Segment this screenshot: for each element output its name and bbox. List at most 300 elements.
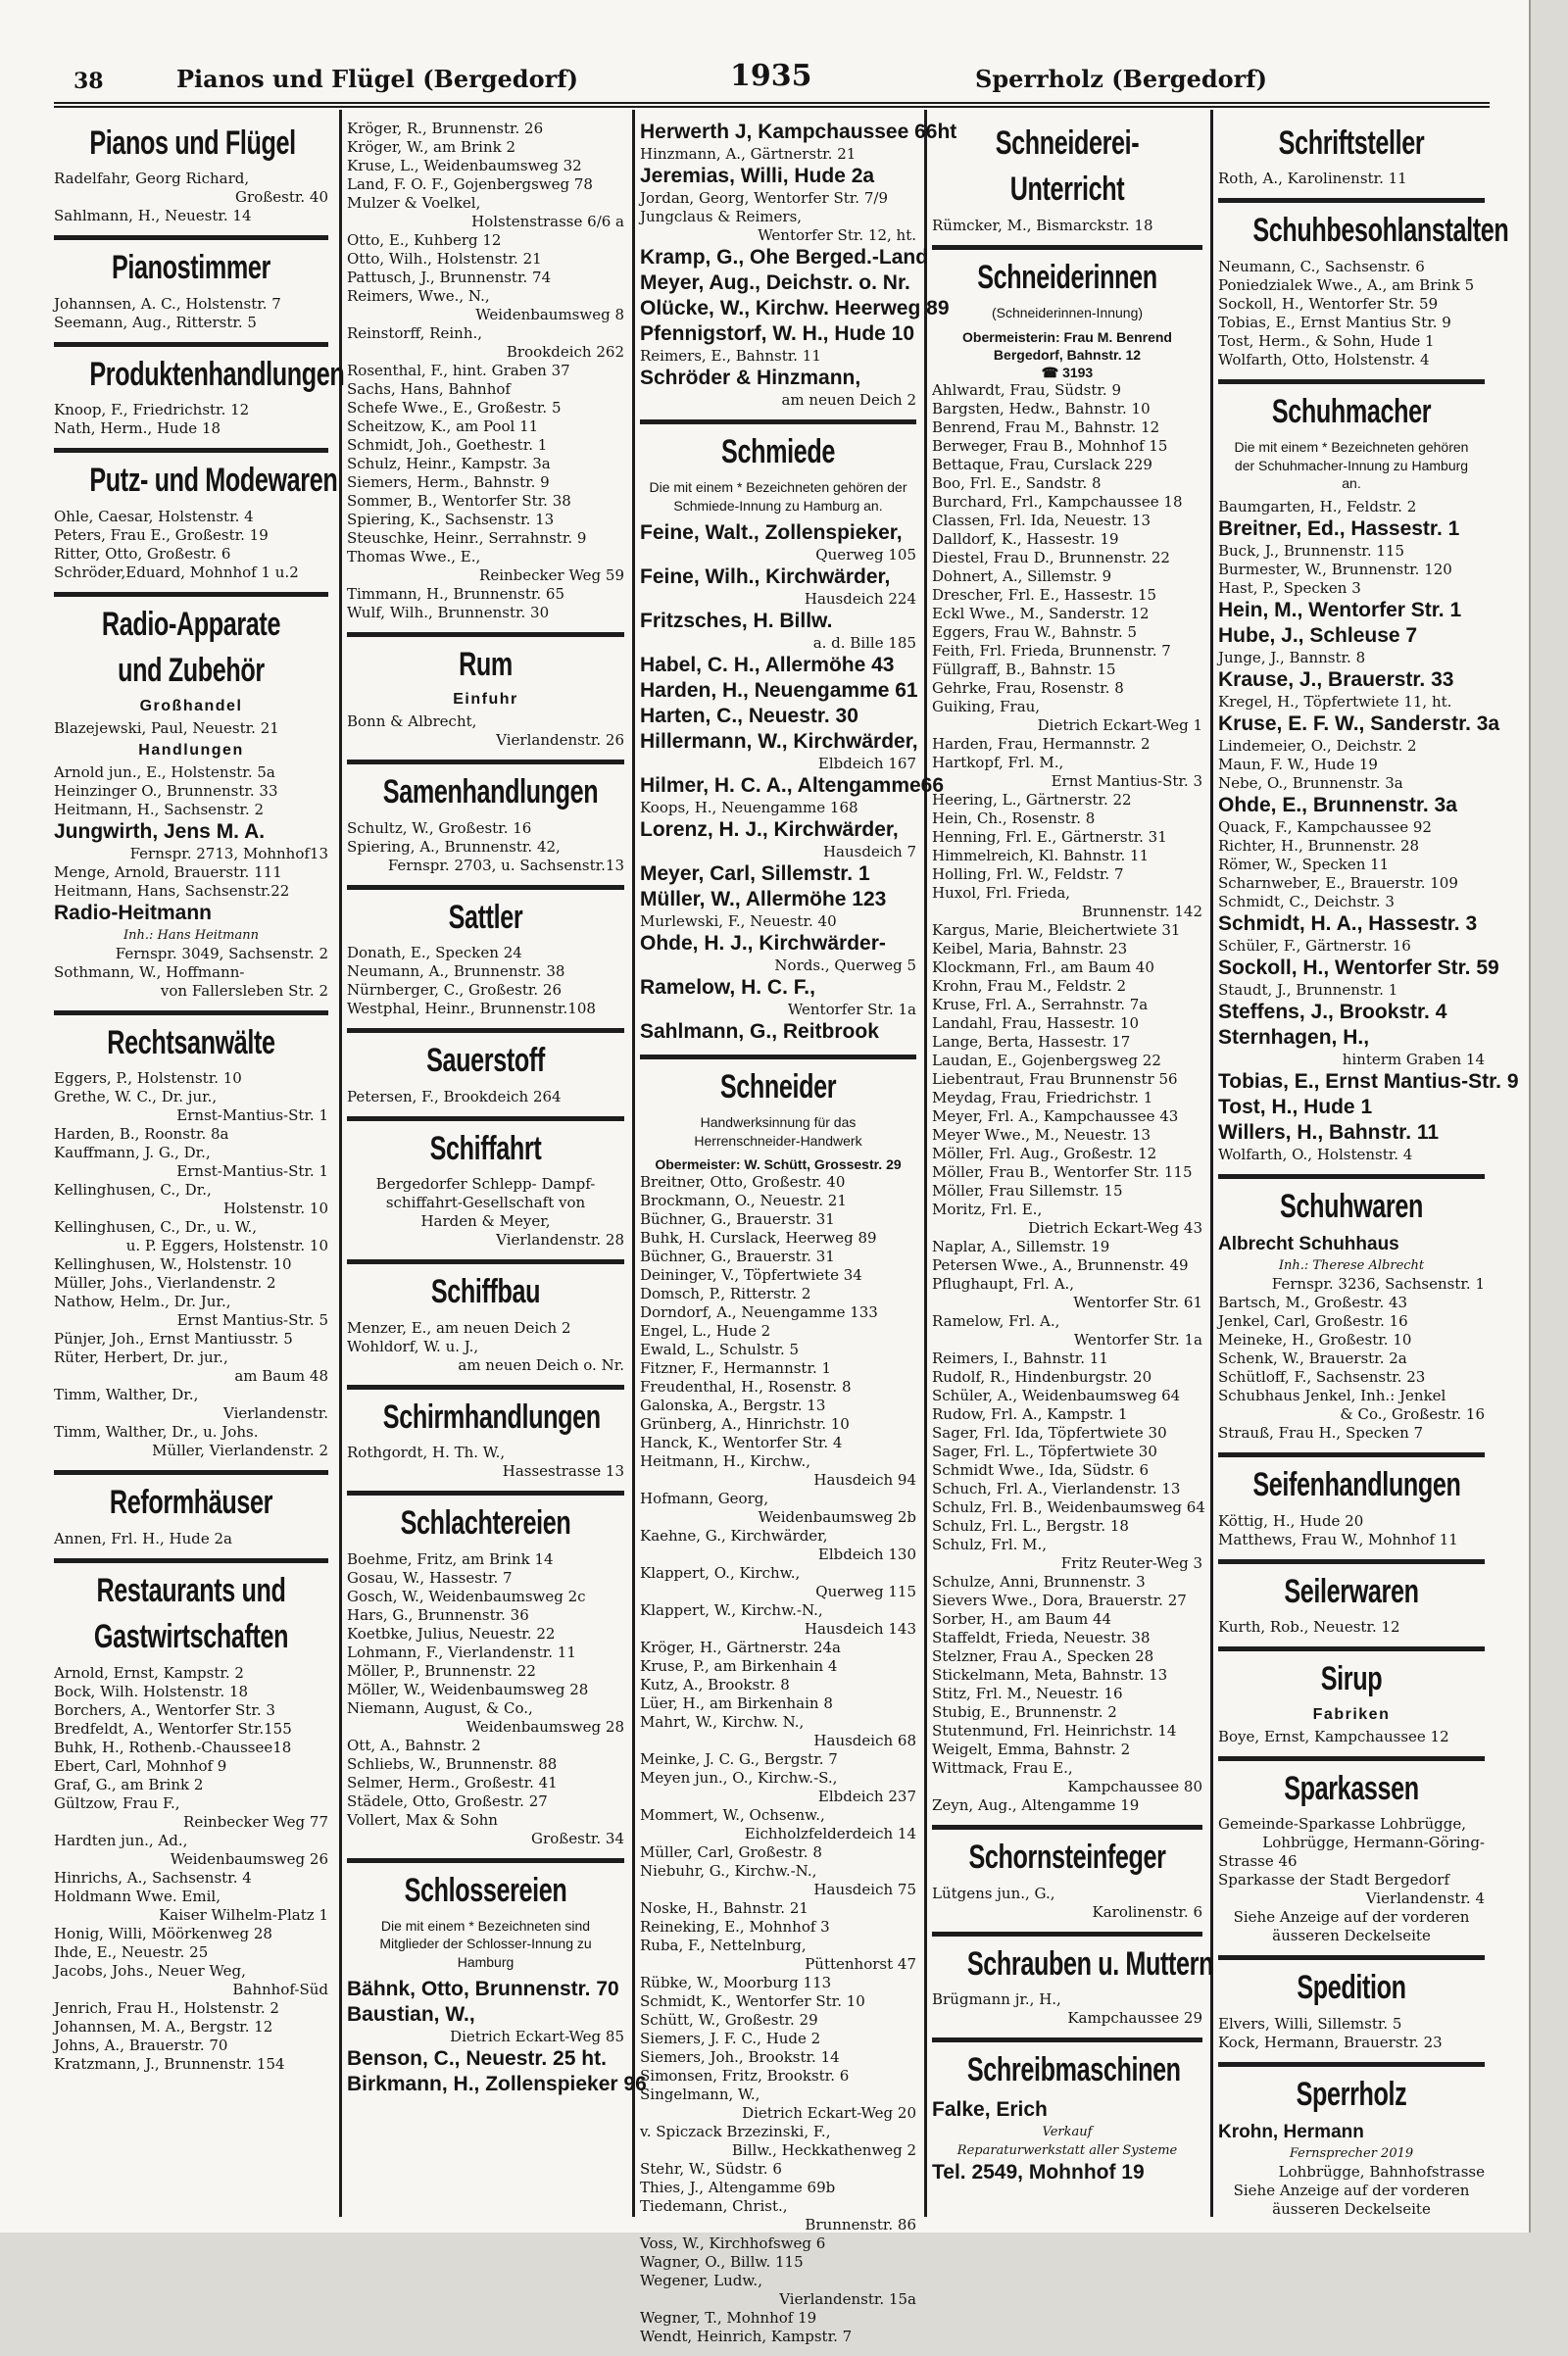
- listing-entry-bold: Krause, J., Brauerstr. 33: [1218, 667, 1454, 691]
- listing-entry-bold: Müller, W., Allermöhe 123: [640, 887, 887, 910]
- listing-entry: Meineke, H., Großestr. 10: [1218, 1331, 1412, 1350]
- listing-entry: Pattusch, J., Brunnenstr. 74: [347, 269, 552, 286]
- section-heading: Schornsteinfeger: [968, 1839, 1166, 1877]
- listing-entry: Stelzner, Frau A., Specken 28: [932, 1647, 1154, 1666]
- listing-entry: Reimers, Wwe., N.,: [347, 287, 490, 305]
- listing-entry: Buhk, H. Curslack, Heerweg 89: [640, 1228, 877, 1247]
- column-4: [932, 116, 1214, 2213]
- column-divider: [339, 110, 342, 2217]
- listing-entry: Reimers, E., Bahnstr. 11: [640, 347, 821, 365]
- listing-entry: Weigelt, Emma, Bahnstr. 2: [932, 1741, 1131, 1759]
- listing-entry: Meyer Wwe., M., Neuestr. 13: [932, 1126, 1152, 1145]
- listing-entry-bold: Hilmer, H. C. A., Altengamme66: [640, 773, 945, 797]
- listing-entry: Arnold jun., E., Holstenstr. 5a: [54, 762, 275, 781]
- listing-entry: Boehme, Fritz, am Brink 14: [347, 1549, 554, 1568]
- listing-entry: Müller, Johs., Vierlandenstr. 2: [54, 1274, 276, 1293]
- section-note: Handwerksinnung für das Herrenschneider-Handwerk: [694, 1114, 862, 1149]
- listing-entry-bold: Fritzsches, H. Billw.: [640, 609, 833, 632]
- listing-entry: Annen, Frl. H., Hude 2a: [54, 1529, 232, 1547]
- directory-section: [1218, 1564, 1485, 1651]
- listing-entry: Gültzow, Frau F.,: [54, 1793, 180, 1812]
- listing-entry: Kargus, Marie, Bleichertwiete 31: [932, 921, 1181, 940]
- listing-entry: Schefe Wwe., E., Großestr. 5: [347, 399, 562, 417]
- listing-entry-continuation: Querweg 115: [815, 1582, 916, 1600]
- listing-entry: Kock, Hermann, Brauerstr. 23: [1218, 2033, 1443, 2051]
- listing-entry: Stehr, W., Südstr. 6: [640, 2159, 782, 2178]
- listing-entry-continuation: hinterm Graben 14: [1342, 1050, 1485, 1068]
- listing-entry-centered: Bergedorfer Schlepp- Dampf-: [375, 1175, 596, 1194]
- listing-entry: Schütloff, F., Sachsenstr. 23: [1218, 1368, 1426, 1387]
- listing-entry: Nebe, O., Brunnenstr. 3a: [1218, 773, 1403, 792]
- listing-entry: Schmidt, C., Deichstr. 3: [1218, 892, 1395, 910]
- directory-section: [347, 116, 624, 637]
- listing-entry: Gehrke, Frau, Rosenstr. 8: [932, 679, 1124, 698]
- listing-entry: Grethe, W. C., Dr. jur.,: [54, 1088, 218, 1106]
- listing-entry: Keibel, Maria, Bahnstr. 23: [932, 940, 1128, 958]
- listing-entry: Gosch, W., Weidenbaumsweg 2c: [347, 1587, 586, 1605]
- page-number: 38: [74, 69, 104, 94]
- listing-entry: Harden, Frau, Hermannstr. 2: [932, 735, 1151, 754]
- listing-entry: Bock, Wilh. Holstenstr. 18: [54, 1682, 249, 1700]
- listing-entry: Lütgens jun., G.,: [932, 1884, 1055, 1902]
- listing-entry-continuation: Holstenstrasse 6/6 a: [471, 213, 624, 230]
- listing-entry: Johannsen, M. A., Bergstr. 12: [54, 2017, 273, 2036]
- listing-entry-continuation: Kaiser Wilhelm-Platz 1: [159, 1905, 328, 1924]
- directory-section: [347, 637, 624, 764]
- section-subheading: Großhandel: [139, 697, 243, 714]
- listing-entry: Hars, G., Brunnenstr. 36: [347, 1605, 529, 1624]
- listing-entry: Kröger, H., Gärtnerstr. 24a: [640, 1638, 841, 1656]
- listing-entry: Poniedzialek Wwe., A., am Brink 5: [1218, 275, 1475, 294]
- column-divider: [1210, 110, 1213, 2217]
- listing-entry-continuation: Weidenbaumsweg 28: [466, 1717, 624, 1736]
- directory-section: [640, 424, 945, 1059]
- listing-entry: Ohle, Caesar, Holstenstr. 4: [54, 507, 254, 525]
- listing-entry: Naplar, A., Sillemstr. 19: [932, 1238, 1110, 1256]
- listing-entry-continuation: am neuen Deich 2: [781, 391, 916, 409]
- directory-section: [932, 250, 1205, 1830]
- section-heading: Radio-Apparate: [101, 605, 281, 643]
- listing-entry-continuation: Wentorfer Str. 12, ht.: [758, 226, 916, 244]
- listing-entry: Kratzmann, J., Brunnenstr. 154: [54, 2054, 285, 2073]
- section-heading: Sauerstoff: [426, 1042, 545, 1080]
- listing-entry: Lohmann, F., Vierlandenstr. 11: [347, 1643, 576, 1661]
- listing-entry: Heitmann, Hans, Sachsenstr.22: [54, 881, 290, 900]
- listing-entry: Brockmann, O., Neuestr. 21: [640, 1191, 847, 1209]
- listing-entry: Büchner, G., Brauerstr. 31: [640, 1247, 835, 1265]
- listing-entry: Henning, Frl. E., Gärtnerstr. 31: [932, 828, 1167, 847]
- section-heading: Gastwirtschaften: [93, 1618, 289, 1656]
- listing-entry: Meyen jun., O., Kirchw.-S.,: [640, 1768, 838, 1787]
- listing-entry: Donath, E., Specken 24: [347, 944, 522, 962]
- directory-section: [54, 1475, 328, 1562]
- listing-entry: Meydag, Frau, Friedrichstr. 1: [932, 1089, 1153, 1107]
- listing-entry-bold: Harden, H., Neuengamme 61: [640, 678, 918, 702]
- section-heading: Rechtsanwälte: [107, 1023, 275, 1061]
- listing-entry-bold: Falke, Erich: [932, 2097, 1048, 2121]
- listing-entry: Seemann, Aug., Ritterstr. 5: [54, 313, 257, 331]
- listing-entry-continuation: Lohbrügge, Bahnhofstrasse: [1278, 2163, 1485, 2182]
- listing-entry: Richter, H., Brunnenstr. 28: [1218, 836, 1420, 855]
- listing-entry-continuation: Großestr. 34: [531, 1829, 624, 1847]
- page-header: [54, 57, 1490, 108]
- listing-entry-bold: Breitner, Ed., Hassestr. 1: [1218, 516, 1460, 540]
- listing-entry: Meinke, J. C. G., Bergstr. 7: [640, 1749, 838, 1768]
- listing-entry: Siemers, Herm., Bahnstr. 9: [347, 473, 550, 491]
- listing-entry: Kruse, Frl. A., Serrahnstr. 7a: [932, 996, 1149, 1014]
- listing-entry: Diestel, Frau D., Brunnenstr. 22: [932, 549, 1170, 567]
- listing-entry: Sothmann, W., Hoffmann-: [54, 962, 245, 981]
- listing-entry: Klappert, O., Kirchw.,: [640, 1563, 801, 1582]
- listing-entry: Bartsch, M., Großestr. 43: [1218, 1294, 1408, 1312]
- listing-entry-bold: Herwerth J, Kampchaussee 66ht: [640, 121, 957, 143]
- section-heading: Schlachtereien: [400, 1504, 571, 1543]
- listing-entry: Stitz, Frl. M., Neuestr. 16: [932, 1685, 1123, 1703]
- listing-entry: Selmer, Herm., Großestr. 41: [347, 1773, 558, 1792]
- listing-entry-continuation: Kampchaussee 80: [1067, 1778, 1202, 1796]
- column-divider: [632, 110, 635, 2217]
- listing-entry: Wagner, O., Billw. 115: [640, 2252, 804, 2271]
- listing-entry: Siemers, Joh., Brookstr. 14: [640, 2047, 840, 2066]
- listing-entry: Rudow, Frl. A., Kampstr. 1: [932, 1405, 1128, 1424]
- section-heading: Seifenhandlungen: [1252, 1466, 1461, 1504]
- listing-entry-continuation: Elbdeich 237: [817, 1787, 916, 1805]
- listing-entry-bold: Tel. 2549, Mohnhof 19: [932, 2160, 1145, 2184]
- column-3: [640, 116, 957, 2345]
- listing-entry: Timm, Walther, Dr., u. Johs.: [54, 1423, 259, 1442]
- listing-entry: Freudenthal, H., Rosenstr. 8: [640, 1377, 852, 1396]
- listing-entry-bold: Olücke, W., Kirchw. Heerweg 89: [640, 297, 950, 319]
- listing-entry: Ritter, Otto, Großestr. 6: [54, 544, 231, 563]
- listing-entry: Kaehne, G., Kirchwärder,: [640, 1526, 828, 1545]
- listing-entry: Benrend, Frau M., Bahnstr. 12: [932, 418, 1160, 437]
- listing-entry-italic: Inh.: Hans Heitmann: [122, 927, 260, 943]
- listing-entry-bold: Ramelow, H. C. F.,: [640, 975, 815, 999]
- listing-entry: Krohn, Frau M., Feldstr. 2: [932, 977, 1127, 996]
- directory-section: [347, 1121, 624, 1264]
- listing-entry: Kurth, Rob., Neuestr. 12: [1218, 1618, 1400, 1637]
- listing-entry: Sager, Frl. Ida, Töpfertwiete 30: [932, 1424, 1167, 1443]
- listing-entry-bold: Baustian, W.,: [347, 2002, 475, 2026]
- section-note: Die mit einem * Bezeichneten gehören der Schuhmacher-Innung zu Hamburg an.: [1234, 439, 1469, 491]
- section-heading: Sperrholz: [1296, 2075, 1407, 2113]
- listing-entry: Kruse, P., am Birkenhain 4: [640, 1656, 838, 1675]
- listing-entry: Classen, Frl. Ida, Neuestr. 13: [932, 512, 1152, 530]
- listing-entry-bold: Hillermann, W., Kirchwärder,: [640, 729, 918, 753]
- listing-entry: Voss, W., Kirchhofsweg 6: [640, 2233, 826, 2252]
- listing-entry-continuation: Fernspr. 3236, Sachsenstr. 1: [1271, 1275, 1485, 1294]
- listing-entry: Tiedemann, Christ.,: [640, 2196, 788, 2215]
- listing-entry-continuation: Vierlandenstr. 15a: [779, 2289, 916, 2308]
- listing-entry-continuation: am neuen Deich o. Nr.: [458, 1355, 624, 1374]
- listing-entry: Dalldorf, K., Hassestr. 19: [932, 530, 1119, 549]
- listing-entry-continuation: u. P. Eggers, Holstenstr. 10: [125, 1237, 328, 1255]
- listing-entry: Sachs, Hans, Bahnhof: [347, 380, 511, 398]
- listing-entry-continuation: Dietrich Eckart-Weg 20: [742, 2103, 916, 2122]
- listing-entry: Schulze, Anni, Brunnenstr. 3: [932, 1573, 1146, 1592]
- listing-entry: Möller, W., Weidenbaumsweg 28: [347, 1680, 589, 1698]
- directory-section: [1218, 2067, 1485, 2229]
- section-heading: Schriftsteller: [1278, 124, 1425, 162]
- listing-entry-centered: äusseren Deckelseite: [1272, 2200, 1431, 2219]
- listing-entry: Eckl Wwe., M., Sanderstr. 12: [932, 605, 1150, 623]
- listing-entry-continuation: Müller, Vierlandenstr. 2: [152, 1442, 328, 1460]
- listing-entry: Drescher, Frl. E., Hassestr. 15: [932, 586, 1157, 605]
- listing-entry: Rudolf, R., Hindenburgstr. 20: [932, 1368, 1152, 1387]
- listing-entry-continuation: Lohbrügge, Hermann-Göring-: [1262, 1834, 1485, 1852]
- listing-entry: Petersen, F., Brookdeich 264: [347, 1087, 562, 1105]
- section-heading: Unterricht: [1009, 171, 1125, 209]
- listing-entry: Möller, Frl. Aug., Großestr. 12: [932, 1145, 1157, 1163]
- listing-entry: Eggers, P., Holstenstr. 10: [54, 1069, 242, 1088]
- listing-entry: Schultz, W., Großestr. 16: [347, 818, 532, 837]
- listing-entry: Sockoll, H., Wentorfer Str. 59: [1218, 294, 1439, 313]
- listing-entry: Niebuhr, G., Kirchw.-N.,: [640, 1861, 817, 1880]
- listing-entry-bold: Feine, Walt., Zollenspieker,: [640, 520, 903, 544]
- listing-entry-bold: Feine, Wilh., Kirchwärder,: [640, 564, 891, 588]
- listing-entry-bold: Sockoll, H., Wentorfer Str. 59: [1218, 956, 1499, 979]
- listing-entry: Wolfarth, O., Holstenstr. 4: [1218, 1145, 1413, 1163]
- section-heading: Schrauben u. Muttern: [966, 1944, 1214, 1983]
- section-heading: Schirmhandlungen: [382, 1398, 601, 1436]
- listing-entry: Rübke, W., Moorburg 113: [640, 1973, 832, 1991]
- section-heading: Produktenhandlungen: [89, 355, 345, 393]
- section-officer: Obermeister: W. Schütt, Grossestr. 29: [655, 1155, 902, 1172]
- listing-entry-continuation: Nords., Querweg 5: [774, 956, 916, 974]
- listing-entry-continuation: Kampchaussee 29: [1067, 2009, 1202, 2028]
- section-note: Die mit einem * Bezeichneten gehören der Schmiede-Innung zu Hamburg an.: [649, 479, 907, 514]
- listing-entry: Schulz, Heinr., Kampstr. 3a: [347, 455, 551, 472]
- directory-section: [347, 1264, 624, 1389]
- listing-entry: Staudt, J., Brunnenstr. 1: [1218, 980, 1398, 999]
- section-heading: Reformhäuser: [109, 1484, 273, 1522]
- section-heading: Schmiede: [721, 433, 835, 470]
- listing-entry: Buck, J., Brunnenstr. 115: [1218, 541, 1404, 560]
- listing-entry: Niemann, August, & Co.,: [347, 1698, 533, 1717]
- listing-entry-continuation: Brunnenstr. 86: [805, 2215, 916, 2233]
- listing-entry-centered: äusseren Deckelseite: [1272, 1927, 1431, 1945]
- listing-entry: Möller, P., Brunnenstr. 22: [347, 1661, 536, 1680]
- listing-entry-continuation: Hausdeich 68: [813, 1731, 916, 1749]
- directory-section: [1218, 1179, 1485, 1457]
- directory-section: [347, 764, 624, 889]
- listing-entry: Römer, W., Specken 11: [1218, 855, 1390, 873]
- listing-entry-continuation: Hausdeich 7: [822, 842, 916, 860]
- listing-entry-continuation: Wentorfer Str. 1a: [1073, 1331, 1202, 1350]
- listing-entry: Peters, Frau E., Großestr. 19: [54, 525, 269, 544]
- listing-entry: Deininger, V., Töpfertwiete 34: [640, 1265, 862, 1284]
- section-heading: Schneider: [719, 1067, 837, 1105]
- listing-entry-italic: Inh.: Therese Albrecht: [1278, 1258, 1425, 1274]
- listing-entry: Klockmann, Frl., am Baum 40: [932, 958, 1154, 977]
- listing-entry-continuation: Fernspr. 3049, Sachsenstr. 2: [115, 944, 328, 962]
- listing-entry: Roth, A., Karolinenstr. 11: [1218, 170, 1407, 188]
- listing-entry-centered: Siehe Anzeige auf der vorderen: [1233, 1908, 1470, 1927]
- listing-entry-continuation: Großestr. 40: [235, 188, 328, 207]
- section-heading: Samenhandlungen: [382, 773, 599, 811]
- listing-entry: Kruse, L., Weidenbaumsweg 32: [347, 157, 582, 174]
- section-note: Die mit einem * Bezeichneten sind Mitglieder der Schlosser-Innung zu Hamburg: [379, 1918, 592, 1970]
- listing-entry: Ahlwardt, Frau, Südstr. 9: [932, 381, 1121, 400]
- section-heading: Schlossereien: [404, 1871, 567, 1909]
- listing-entry-bold: Steffens, J., Brookstr. 4: [1218, 1000, 1447, 1023]
- directory-section: [54, 597, 328, 1015]
- listing-entry: Schulz, Frl. M.,: [932, 1536, 1048, 1554]
- listing-entry: Schulz, Frl. L., Bergstr. 18: [932, 1517, 1129, 1536]
- directory-section: [347, 1863, 647, 2107]
- listing-entry: Köttig, H., Hude 20: [1218, 1511, 1364, 1530]
- listing-entry: Brügmann jr., H.,: [932, 1990, 1061, 2009]
- listing-entry: Wegner, T., Mohnhof 19: [640, 2308, 817, 2327]
- listing-entry: Klappert, W., Kirchw.-N.,: [640, 1600, 823, 1619]
- listing-entry-bold: Schröder & Hinzmann,: [640, 367, 861, 389]
- listing-entry-continuation: Dietrich Eckart-Weg 85: [450, 2027, 624, 2045]
- listing-entry: Grünberg, A., Hinrichstr. 10: [640, 1414, 850, 1433]
- header-year: 1935: [730, 59, 812, 93]
- listing-entry: Füllgraff, B., Bahnstr. 15: [932, 661, 1116, 679]
- listing-entry: Westphal, Heinr., Brunnenstr.108: [347, 1000, 596, 1018]
- listing-entry: Blazejewski, Paul, Neuestr. 21: [54, 718, 279, 737]
- listing-entry: Domsch, P., Ritterstr. 2: [640, 1284, 811, 1302]
- listing-entry: Schenk, W., Brauerstr. 2a: [1218, 1350, 1407, 1368]
- listing-entry: Hinzmann, A., Gärtnerstr. 21: [640, 145, 857, 163]
- listing-entry: Neumann, C., Sachsenstr. 6: [1218, 257, 1425, 275]
- listing-entry: v. Spiczack Brzezinski, F.,: [640, 2122, 831, 2140]
- listing-entry: Jordan, Georg, Wentorfer Str. 7/9: [640, 189, 888, 207]
- listing-entry: Stickelmann, Meta, Bahnstr. 13: [932, 1666, 1168, 1685]
- listing-entry: Schütt, W., Großestr. 29: [640, 2010, 818, 2029]
- listing-entry-continuation: Hausdeich 143: [804, 1619, 916, 1638]
- listing-entry-bold: Tobias, E., Ernst Mantius-Str. 9: [1218, 1069, 1519, 1093]
- listing-entry: Feith, Frl. Frieda, Brunnenstr. 7: [932, 642, 1171, 661]
- section-note: (Schneiderinnen-Innung): [991, 305, 1144, 321]
- listing-entry: Reineking, E., Mohnhof 3: [640, 1917, 830, 1936]
- listing-entry-continuation: Elbdeich 130: [817, 1545, 916, 1563]
- listing-entry: Dohnert, A., Sillemstr. 9: [932, 567, 1112, 586]
- listing-entry: Menzer, E., am neuen Deich 2: [347, 1318, 571, 1337]
- listing-entry: Jungclaus & Reimers,: [640, 208, 803, 225]
- listing-entry: Scheitzow, K., am Pool 11: [347, 417, 539, 435]
- listing-entry-continuation: a. d. Bille 185: [812, 633, 916, 652]
- section-heading: Schneiderinnen: [977, 258, 1157, 296]
- directory-section: [932, 2042, 1202, 2194]
- directory-section: [932, 1830, 1202, 1936]
- listing-entry: Galonska, A., Bergstr. 13: [640, 1396, 826, 1414]
- listing-entry: Engel, L., Hude 2: [640, 1321, 771, 1340]
- listing-entry-bold: Jungwirth, Jens M. A.: [54, 819, 266, 843]
- listing-entry-continuation: Ernst Mantius-Str. 5: [176, 1311, 328, 1330]
- listing-entry: Moritz, Frl. E.,: [932, 1201, 1043, 1219]
- listing-entry-bold: Meyer, Aug., Deichstr. o. Nr.: [640, 271, 910, 294]
- listing-entry: Liebentraut, Frau Brunnenstr 56: [932, 1070, 1178, 1089]
- listing-entry: Müller, Carl, Großestr. 8: [640, 1842, 822, 1861]
- listing-entry-continuation: Vierlandenstr. 4: [1365, 1890, 1485, 1908]
- listing-entry: Lindemeier, O., Deichstr. 2: [1218, 736, 1417, 755]
- listing-entry: Land, F. O. F., Gojenbergsweg 78: [347, 175, 593, 193]
- listing-entry-continuation: Ernst Mantius-Str. 3: [1051, 772, 1202, 791]
- listing-entry: Wendt, Heinrich, Kampstr. 7: [640, 2327, 853, 2345]
- directory-section: [54, 116, 328, 240]
- listing-entry: Harden, B., Roonstr. 8a: [54, 1125, 229, 1144]
- listing-entry: Wohldorf, W. u. J.,: [347, 1337, 479, 1355]
- directory-section: [1218, 1960, 1485, 2066]
- listing-entry: Lange, Berta, Hassestr. 17: [932, 1033, 1131, 1052]
- directory-section: [54, 1015, 328, 1475]
- listing-entry-continuation: Fritz Reuter-Weg 3: [1060, 1554, 1202, 1573]
- section-heading: Spedition: [1297, 1969, 1406, 2007]
- listing-entry-bold: Birkmann, H., Zollenspieker 96: [347, 2072, 647, 2095]
- listing-entry-continuation: Ernst-Mantius-Str. 1: [176, 1106, 328, 1125]
- listing-entry: Hast, P., Specken 3: [1218, 578, 1361, 597]
- listing-entry-bold: Meyer, Carl, Sillemstr. 1: [640, 861, 870, 885]
- section-heading: Rum: [459, 646, 513, 683]
- listing-entry: Knoop, F., Friedrichstr. 12: [54, 401, 250, 419]
- directory-section: [54, 240, 328, 346]
- listing-entry: Berweger, Frau B., Mohnhof 15: [932, 437, 1168, 456]
- listing-entry: Mahrt, W., Kirchw. N.,: [640, 1712, 805, 1731]
- listing-entry-italic: Verkauf: [1042, 2124, 1093, 2139]
- listing-entry: Sparkasse der Stadt Bergedorf: [1218, 1871, 1450, 1890]
- section-heading: Sparkassen: [1284, 1769, 1419, 1807]
- listing-entry: Otto, E., Kuhberg 12: [347, 231, 502, 249]
- listing-entry: Hofmann, Georg,: [640, 1489, 769, 1507]
- listing-entry: Wulf, Wilh., Brunnenstr. 30: [347, 604, 550, 621]
- section-heading: Schiffahrt: [429, 1129, 542, 1167]
- listing-entry-bold: Schmidt, H. A., Hassestr. 3: [1218, 911, 1478, 935]
- listing-entry-continuation: Eichholzfelderdeich 14: [744, 1824, 916, 1842]
- listing-entry: Reinstorff, Reinh.,: [347, 324, 483, 342]
- listing-entry-continuation: Billw., Heckkathenweg 2: [731, 2140, 916, 2159]
- listing-entry: Radelfahr, Georg Richard,: [54, 170, 250, 188]
- listing-entry: Dorndorf, A., Neuengamme 133: [640, 1302, 878, 1321]
- listing-entry: Boye, Ernst, Kampchaussee 12: [1218, 1727, 1449, 1745]
- section-heading: Schiffbau: [430, 1273, 541, 1311]
- directory-section: [1218, 1761, 1485, 1960]
- listing-entry: Siemers, J. F. C., Hude 2: [640, 2029, 821, 2047]
- listing-entry: Mulzer & Voelkel,: [347, 194, 481, 212]
- listing-entry: Junge, J., Bannstr. 8: [1218, 648, 1366, 666]
- listing-entry-continuation: Fernspr. 2703, u. Sachsenstr.13: [387, 856, 624, 874]
- listing-entry-continuation: Püttenhorst 47: [805, 1954, 916, 1973]
- listing-entry: Rosenthal, F., hint. Graben 37: [347, 362, 570, 379]
- listing-entry: Ebert, Carl, Mohnhof 9: [54, 1756, 227, 1775]
- listing-entry-continuation: Reinbecker Weg 77: [183, 1812, 328, 1831]
- directory-section: [932, 116, 1202, 250]
- listing-entry-continuation: Vierlandenstr. 28: [496, 1231, 624, 1250]
- listing-entry: Stutenmund, Frl. Heinrichstr. 14: [932, 1722, 1177, 1741]
- listing-entry-continuation: Fernspr. 2713, Mohnhof13: [129, 844, 328, 862]
- listing-entry: Kellinghusen, C., Dr., u. W.,: [54, 1218, 258, 1237]
- listing-entry: Steuschke, Heinr., Serrahnstr. 9: [347, 529, 587, 547]
- listing-entry: Kellinghusen, C., Dr.,: [54, 1181, 212, 1200]
- section-heading: Schuhbesohlanstalten: [1252, 212, 1509, 250]
- listing-entry-centered: schiffahrt-Gesellschaft von: [385, 1194, 586, 1212]
- listing-entry: Schulz, Frl. B., Weidenbaumsweg 64: [932, 1498, 1205, 1517]
- directory-section: [932, 1937, 1214, 2042]
- listing-entry: Nürnberger, C., Großestr. 26: [347, 981, 563, 1000]
- listing-entry: Sager, Frl. L., Töpfertwiete 30: [932, 1443, 1157, 1461]
- directory-section: [1218, 116, 1485, 203]
- listing-entry-continuation: Hausdeich 75: [813, 1880, 916, 1898]
- directory-section: [1218, 384, 1519, 1179]
- section-heading: Sattler: [448, 898, 523, 936]
- listing-entry: Hardten jun., Ad.,: [54, 1831, 188, 1849]
- section-heading: Seilerwaren: [1284, 1572, 1419, 1610]
- listing-entry: Strauß, Frau H., Specken 7: [1218, 1424, 1424, 1443]
- listing-entry: Buhk, H., Rothenb.-Chaussee18: [54, 1738, 292, 1756]
- listing-entry: Gemeinde-Sparkasse Lohbrügge,: [1218, 1815, 1466, 1834]
- listing-entry-continuation: Dietrich Eckart-Weg 43: [1028, 1219, 1202, 1238]
